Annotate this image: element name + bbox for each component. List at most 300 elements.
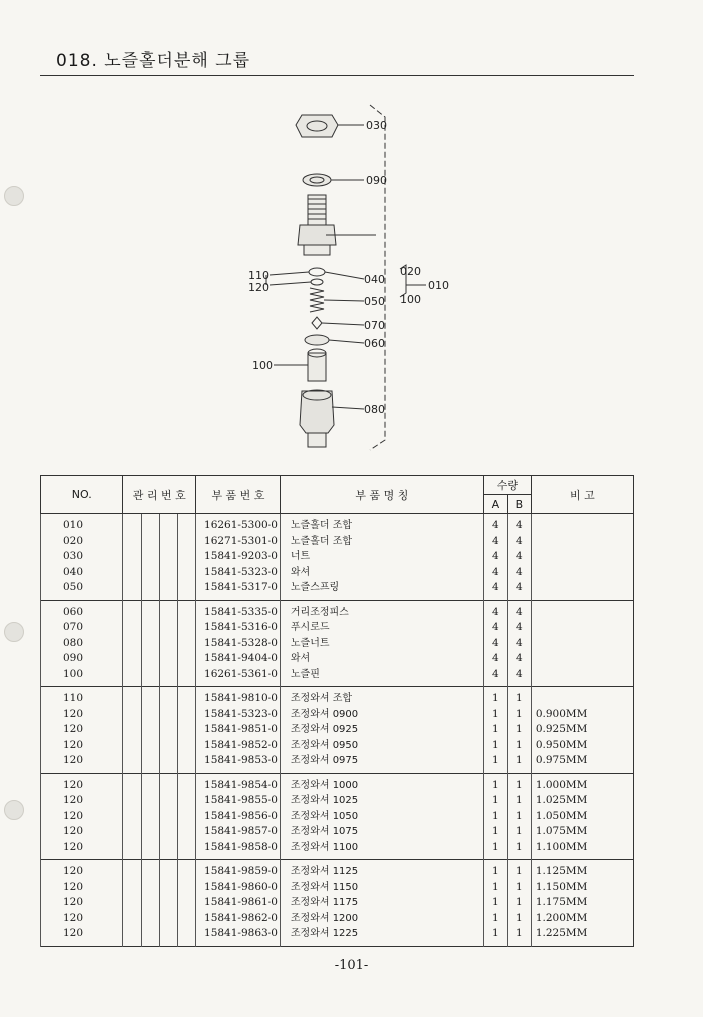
- cell-management-2: [141, 793, 159, 809]
- cell-management-3: [159, 636, 177, 652]
- cell-no: 120: [41, 809, 123, 825]
- cell-management-4: [177, 773, 195, 793]
- cell-qty-b: 4: [507, 651, 531, 667]
- cell-remark: 0.900MM: [531, 707, 633, 723]
- cell-remark: [531, 667, 633, 687]
- cell-qty-a: 1: [483, 773, 507, 793]
- table-row: [41, 926, 634, 946]
- cell-no: 120: [41, 824, 123, 840]
- cell-management-1: [123, 514, 141, 534]
- cell-management-2: [141, 549, 159, 565]
- cell-part-name: 조정와셔 조합: [280, 687, 483, 707]
- cell-management-2: [141, 809, 159, 825]
- cell-part-no: 15841-9858-0: [196, 840, 281, 860]
- cell-management-4: [177, 753, 195, 773]
- cell-management-1: [123, 580, 141, 600]
- cell-part-name: 와셔: [280, 651, 483, 667]
- cell-no: 020: [41, 534, 123, 550]
- cell-no: 120: [41, 753, 123, 773]
- cell-remark: 1.050MM: [531, 809, 633, 825]
- cell-part-no: 15841-9855-0: [196, 793, 281, 809]
- cell-part-no: 15841-9851-0: [196, 722, 281, 738]
- callout-070: 070: [364, 319, 385, 332]
- cell-no: 120: [41, 722, 123, 738]
- cell-qty-b: 4: [507, 534, 531, 550]
- cell-part-name: 조정와셔 1075: [280, 824, 483, 840]
- table-row: [41, 636, 634, 652]
- cell-no: 010: [41, 514, 123, 534]
- cell-qty-b: 1: [507, 738, 531, 754]
- cell-management-3: [159, 793, 177, 809]
- cell-management-4: [177, 880, 195, 896]
- cell-remark: 1.025MM: [531, 793, 633, 809]
- cell-qty-a: 4: [483, 565, 507, 581]
- cell-no: 120: [41, 926, 123, 946]
- cell-no: 120: [41, 793, 123, 809]
- header-management-no: 관 리 번 호: [123, 476, 196, 514]
- cell-no: 120: [41, 911, 123, 927]
- cell-qty-a: 4: [483, 651, 507, 667]
- callout-100: 100: [252, 359, 273, 372]
- cell-part-no: 16271-5301-0: [196, 534, 281, 550]
- cell-remark: 0.925MM: [531, 722, 633, 738]
- binder-hole-middle: [4, 622, 24, 642]
- cell-management-2: [141, 895, 159, 911]
- cell-qty-a: 4: [483, 580, 507, 600]
- cell-qty-b: 1: [507, 860, 531, 880]
- table-row: [41, 911, 634, 927]
- cell-remark: 0.975MM: [531, 753, 633, 773]
- cell-qty-b: 1: [507, 926, 531, 946]
- cell-management-4: [177, 534, 195, 550]
- table-row: [41, 620, 634, 636]
- cell-no: 060: [41, 600, 123, 620]
- cell-no: 070: [41, 620, 123, 636]
- cell-qty-a: 1: [483, 722, 507, 738]
- cell-part-name: 노즐너트: [280, 636, 483, 652]
- cell-part-name: 조정와셔 0950: [280, 738, 483, 754]
- cell-qty-a: 1: [483, 840, 507, 860]
- cell-remark: 1.150MM: [531, 880, 633, 896]
- cell-part-no: 15841-9859-0: [196, 860, 281, 880]
- callout-010: 010: [428, 279, 449, 292]
- cell-qty-b: 1: [507, 809, 531, 825]
- cell-management-3: [159, 651, 177, 667]
- cell-management-1: [123, 620, 141, 636]
- parts-table-header: [41, 476, 634, 514]
- cell-management-3: [159, 753, 177, 773]
- cell-management-4: [177, 824, 195, 840]
- cell-management-2: [141, 911, 159, 927]
- cell-management-2: [141, 926, 159, 946]
- cell-management-2: [141, 722, 159, 738]
- cell-management-3: [159, 514, 177, 534]
- cell-qty-b: 1: [507, 840, 531, 860]
- callout-100-bracket: 100: [400, 293, 421, 306]
- cell-management-3: [159, 809, 177, 825]
- binder-hole-top: [4, 186, 24, 206]
- cell-qty-a: 1: [483, 687, 507, 707]
- cell-management-2: [141, 824, 159, 840]
- cell-management-2: [141, 667, 159, 687]
- cell-management-3: [159, 600, 177, 620]
- cell-remark: 1.225MM: [531, 926, 633, 946]
- cell-part-name: 노즐홀더 조합: [280, 534, 483, 550]
- table-row: [41, 549, 634, 565]
- cell-qty-b: 4: [507, 565, 531, 581]
- cell-qty-b: 4: [507, 514, 531, 534]
- cell-remark: 1.175MM: [531, 895, 633, 911]
- cell-management-2: [141, 773, 159, 793]
- cell-management-4: [177, 840, 195, 860]
- cell-management-1: [123, 824, 141, 840]
- cell-part-name: 조정와셔 1225: [280, 926, 483, 946]
- cell-qty-a: 4: [483, 534, 507, 550]
- nozzle-holder-drawing: [220, 95, 460, 455]
- cell-no: 120: [41, 860, 123, 880]
- title-divider: [40, 75, 634, 76]
- cell-part-name: 너트: [280, 549, 483, 565]
- cell-management-1: [123, 880, 141, 896]
- cell-management-3: [159, 840, 177, 860]
- cell-management-2: [141, 636, 159, 652]
- cell-management-1: [123, 753, 141, 773]
- cell-management-1: [123, 809, 141, 825]
- cell-qty-a: 1: [483, 793, 507, 809]
- cell-management-3: [159, 534, 177, 550]
- cell-remark: 1.125MM: [531, 860, 633, 880]
- exploded-parts-diagram: [220, 95, 460, 455]
- cell-management-4: [177, 911, 195, 927]
- cell-remark: [531, 636, 633, 652]
- table-row: [41, 880, 634, 896]
- cell-management-4: [177, 809, 195, 825]
- cell-management-4: [177, 651, 195, 667]
- cell-management-2: [141, 600, 159, 620]
- cell-part-name: 조정와셔 1100: [280, 840, 483, 860]
- table-row: [41, 667, 634, 687]
- cell-management-4: [177, 860, 195, 880]
- cell-qty-a: 4: [483, 514, 507, 534]
- cell-management-1: [123, 895, 141, 911]
- cell-part-no: 15841-9863-0: [196, 926, 281, 946]
- callout-090: 090: [366, 174, 387, 187]
- cell-management-3: [159, 880, 177, 896]
- cell-no: 090: [41, 651, 123, 667]
- cell-remark: [531, 549, 633, 565]
- cell-remark: [531, 534, 633, 550]
- header-qty: 수량: [483, 476, 531, 495]
- cell-management-4: [177, 926, 195, 946]
- cell-management-1: [123, 707, 141, 723]
- cell-management-1: [123, 636, 141, 652]
- callout-110: 110: [248, 269, 269, 282]
- cell-part-no: 15841-5323-0: [196, 565, 281, 581]
- table-row: [41, 809, 634, 825]
- cell-part-name: 조정와셔 1175: [280, 895, 483, 911]
- cell-part-no: 15841-5328-0: [196, 636, 281, 652]
- cell-management-1: [123, 651, 141, 667]
- cell-management-3: [159, 722, 177, 738]
- callout-080: 080: [364, 403, 385, 416]
- cell-management-3: [159, 738, 177, 754]
- cell-qty-a: 4: [483, 600, 507, 620]
- cell-no: 120: [41, 880, 123, 896]
- cell-management-4: [177, 722, 195, 738]
- table-row: [41, 514, 634, 534]
- cell-qty-b: 1: [507, 753, 531, 773]
- cell-part-name: 조정와셔 0925: [280, 722, 483, 738]
- parts-group-1: [41, 514, 634, 601]
- table-row: [41, 565, 634, 581]
- cell-qty-a: 4: [483, 667, 507, 687]
- cell-management-2: [141, 580, 159, 600]
- callout-020: 020: [400, 265, 421, 278]
- cell-no: 080: [41, 636, 123, 652]
- cell-management-3: [159, 687, 177, 707]
- cell-management-2: [141, 840, 159, 860]
- cell-part-name: 노즐홀더 조합: [280, 514, 483, 534]
- cell-qty-a: 1: [483, 809, 507, 825]
- cell-qty-b: 1: [507, 793, 531, 809]
- cell-qty-a: 1: [483, 880, 507, 896]
- table-row: [41, 580, 634, 600]
- cell-management-2: [141, 880, 159, 896]
- cell-part-name: 조정와셔 0975: [280, 753, 483, 773]
- cell-qty-b: 1: [507, 722, 531, 738]
- header-part-no: 부 품 번 호: [196, 476, 281, 514]
- table-row: [41, 707, 634, 723]
- cell-qty-b: 4: [507, 620, 531, 636]
- cell-management-2: [141, 514, 159, 534]
- cell-remark: 1.075MM: [531, 824, 633, 840]
- cell-part-name: 거리조정피스: [280, 600, 483, 620]
- cell-management-3: [159, 926, 177, 946]
- cell-management-4: [177, 667, 195, 687]
- cell-part-no: 15841-9861-0: [196, 895, 281, 911]
- cell-management-4: [177, 895, 195, 911]
- cell-part-name: 조정와셔 1000: [280, 773, 483, 793]
- cell-part-no: 15841-5317-0: [196, 580, 281, 600]
- cell-management-4: [177, 565, 195, 581]
- cell-qty-b: 4: [507, 549, 531, 565]
- cell-part-no: 15841-9404-0: [196, 651, 281, 667]
- page-title: 018. 노즐홀더분해 그룹: [56, 51, 251, 71]
- cell-management-4: [177, 687, 195, 707]
- cell-management-1: [123, 600, 141, 620]
- cell-qty-b: 1: [507, 707, 531, 723]
- table-row: [41, 773, 634, 793]
- cell-qty-b: 1: [507, 824, 531, 840]
- callout-030: 030: [366, 119, 387, 132]
- cell-qty-a: 1: [483, 738, 507, 754]
- cell-part-name: 조정와셔 0900: [280, 707, 483, 723]
- cell-part-no: 15841-9203-0: [196, 549, 281, 565]
- cell-part-no: 15841-9856-0: [196, 809, 281, 825]
- table-row: [41, 860, 634, 880]
- cell-part-no: 15841-9852-0: [196, 738, 281, 754]
- cell-part-name: 푸시로드: [280, 620, 483, 636]
- cell-part-no: 15841-9810-0: [196, 687, 281, 707]
- cell-management-1: [123, 738, 141, 754]
- cell-qty-b: 4: [507, 600, 531, 620]
- cell-management-3: [159, 620, 177, 636]
- cell-qty-b: 1: [507, 880, 531, 896]
- cell-management-3: [159, 824, 177, 840]
- page-number: -101-: [334, 958, 369, 973]
- cell-remark: [531, 620, 633, 636]
- cell-part-name: 조정와셔 1200: [280, 911, 483, 927]
- cell-part-name: 조정와셔 1025: [280, 793, 483, 809]
- cell-part-no: 15841-9860-0: [196, 880, 281, 896]
- parts-group-4: [41, 773, 634, 860]
- cell-part-no: 15841-9857-0: [196, 824, 281, 840]
- cell-management-2: [141, 534, 159, 550]
- header-qty-a: A: [483, 495, 507, 514]
- table-row: [41, 895, 634, 911]
- parts-group-5: [41, 860, 634, 947]
- cell-management-1: [123, 667, 141, 687]
- cell-management-4: [177, 738, 195, 754]
- cell-part-name: 노즐스프링: [280, 580, 483, 600]
- cell-qty-b: 1: [507, 895, 531, 911]
- cell-management-2: [141, 707, 159, 723]
- cell-management-3: [159, 667, 177, 687]
- cell-no: 100: [41, 667, 123, 687]
- cell-management-4: [177, 580, 195, 600]
- cell-qty-b: 4: [507, 636, 531, 652]
- cell-qty-a: 4: [483, 549, 507, 565]
- table-row: [41, 651, 634, 667]
- cell-management-1: [123, 840, 141, 860]
- cell-part-no: 15841-5316-0: [196, 620, 281, 636]
- cell-qty-b: 1: [507, 911, 531, 927]
- cell-management-3: [159, 549, 177, 565]
- cell-part-no: 15841-9862-0: [196, 911, 281, 927]
- header-no: NO.: [41, 476, 123, 514]
- cell-management-1: [123, 773, 141, 793]
- cell-remark: 1.200MM: [531, 911, 633, 927]
- table-row: [41, 793, 634, 809]
- table-row: [41, 722, 634, 738]
- cell-management-4: [177, 549, 195, 565]
- cell-management-3: [159, 707, 177, 723]
- cell-qty-a: 1: [483, 895, 507, 911]
- cell-part-no: 15841-9854-0: [196, 773, 281, 793]
- cell-management-1: [123, 565, 141, 581]
- cell-no: 050: [41, 580, 123, 600]
- cell-management-2: [141, 753, 159, 773]
- cell-qty-b: 4: [507, 580, 531, 600]
- cell-management-1: [123, 687, 141, 707]
- cell-management-3: [159, 895, 177, 911]
- cell-management-1: [123, 860, 141, 880]
- cell-management-2: [141, 860, 159, 880]
- cell-part-name: 와셔: [280, 565, 483, 581]
- cell-management-1: [123, 926, 141, 946]
- cell-management-2: [141, 620, 159, 636]
- cell-qty-a: 1: [483, 860, 507, 880]
- cell-qty-a: 1: [483, 824, 507, 840]
- cell-management-2: [141, 687, 159, 707]
- cell-remark: 1.000MM: [531, 773, 633, 793]
- table-row: [41, 824, 634, 840]
- cell-no: 120: [41, 895, 123, 911]
- parts-group-3: [41, 687, 634, 774]
- table-row: [41, 687, 634, 707]
- cell-management-1: [123, 722, 141, 738]
- cell-no: 120: [41, 773, 123, 793]
- cell-part-name: 노즐핀: [280, 667, 483, 687]
- cell-management-3: [159, 773, 177, 793]
- cell-management-3: [159, 565, 177, 581]
- cell-remark: 0.950MM: [531, 738, 633, 754]
- header-part-name: 부 품 명 칭: [280, 476, 483, 514]
- cell-no: 120: [41, 738, 123, 754]
- callout-120: 120: [248, 281, 269, 294]
- cell-part-name: 조정와셔 1150: [280, 880, 483, 896]
- cell-management-4: [177, 793, 195, 809]
- cell-part-no: 15841-5335-0: [196, 600, 281, 620]
- parts-group-2: [41, 600, 634, 687]
- cell-part-name: 조정와셔 1125: [280, 860, 483, 880]
- cell-management-1: [123, 793, 141, 809]
- cell-management-1: [123, 911, 141, 927]
- cell-remark: [531, 565, 633, 581]
- cell-part-no: 16261-5300-0: [196, 514, 281, 534]
- cell-qty-a: 1: [483, 707, 507, 723]
- cell-remark: 1.100MM: [531, 840, 633, 860]
- table-row: [41, 753, 634, 773]
- cell-qty-b: 4: [507, 667, 531, 687]
- cell-qty-a: 1: [483, 926, 507, 946]
- cell-qty-b: 1: [507, 773, 531, 793]
- cell-part-no: 15841-9853-0: [196, 753, 281, 773]
- cell-management-4: [177, 600, 195, 620]
- cell-management-2: [141, 565, 159, 581]
- cell-qty-a: 4: [483, 636, 507, 652]
- cell-qty-a: 4: [483, 620, 507, 636]
- callout-050: 050: [364, 295, 385, 308]
- cell-management-3: [159, 911, 177, 927]
- cell-no: 120: [41, 707, 123, 723]
- cell-management-2: [141, 738, 159, 754]
- cell-remark: [531, 687, 633, 707]
- callout-060: 060: [364, 337, 385, 350]
- cell-management-1: [123, 534, 141, 550]
- cell-remark: [531, 600, 633, 620]
- header-qty-b: B: [507, 495, 531, 514]
- cell-qty-a: 1: [483, 753, 507, 773]
- cell-part-no: 16261-5361-0: [196, 667, 281, 687]
- cell-management-2: [141, 651, 159, 667]
- cell-part-no: 15841-5323-0: [196, 707, 281, 723]
- cell-part-name: 조정와셔 1050: [280, 809, 483, 825]
- cell-remark: [531, 651, 633, 667]
- table-row: [41, 534, 634, 550]
- cell-no: 030: [41, 549, 123, 565]
- cell-no: 120: [41, 840, 123, 860]
- cell-no: 110: [41, 687, 123, 707]
- cell-management-3: [159, 580, 177, 600]
- cell-qty-a: 1: [483, 911, 507, 927]
- cell-management-3: [159, 860, 177, 880]
- cell-remark: [531, 514, 633, 534]
- callout-040: 040: [364, 273, 385, 286]
- cell-no: 040: [41, 565, 123, 581]
- cell-management-4: [177, 707, 195, 723]
- cell-qty-b: 1: [507, 687, 531, 707]
